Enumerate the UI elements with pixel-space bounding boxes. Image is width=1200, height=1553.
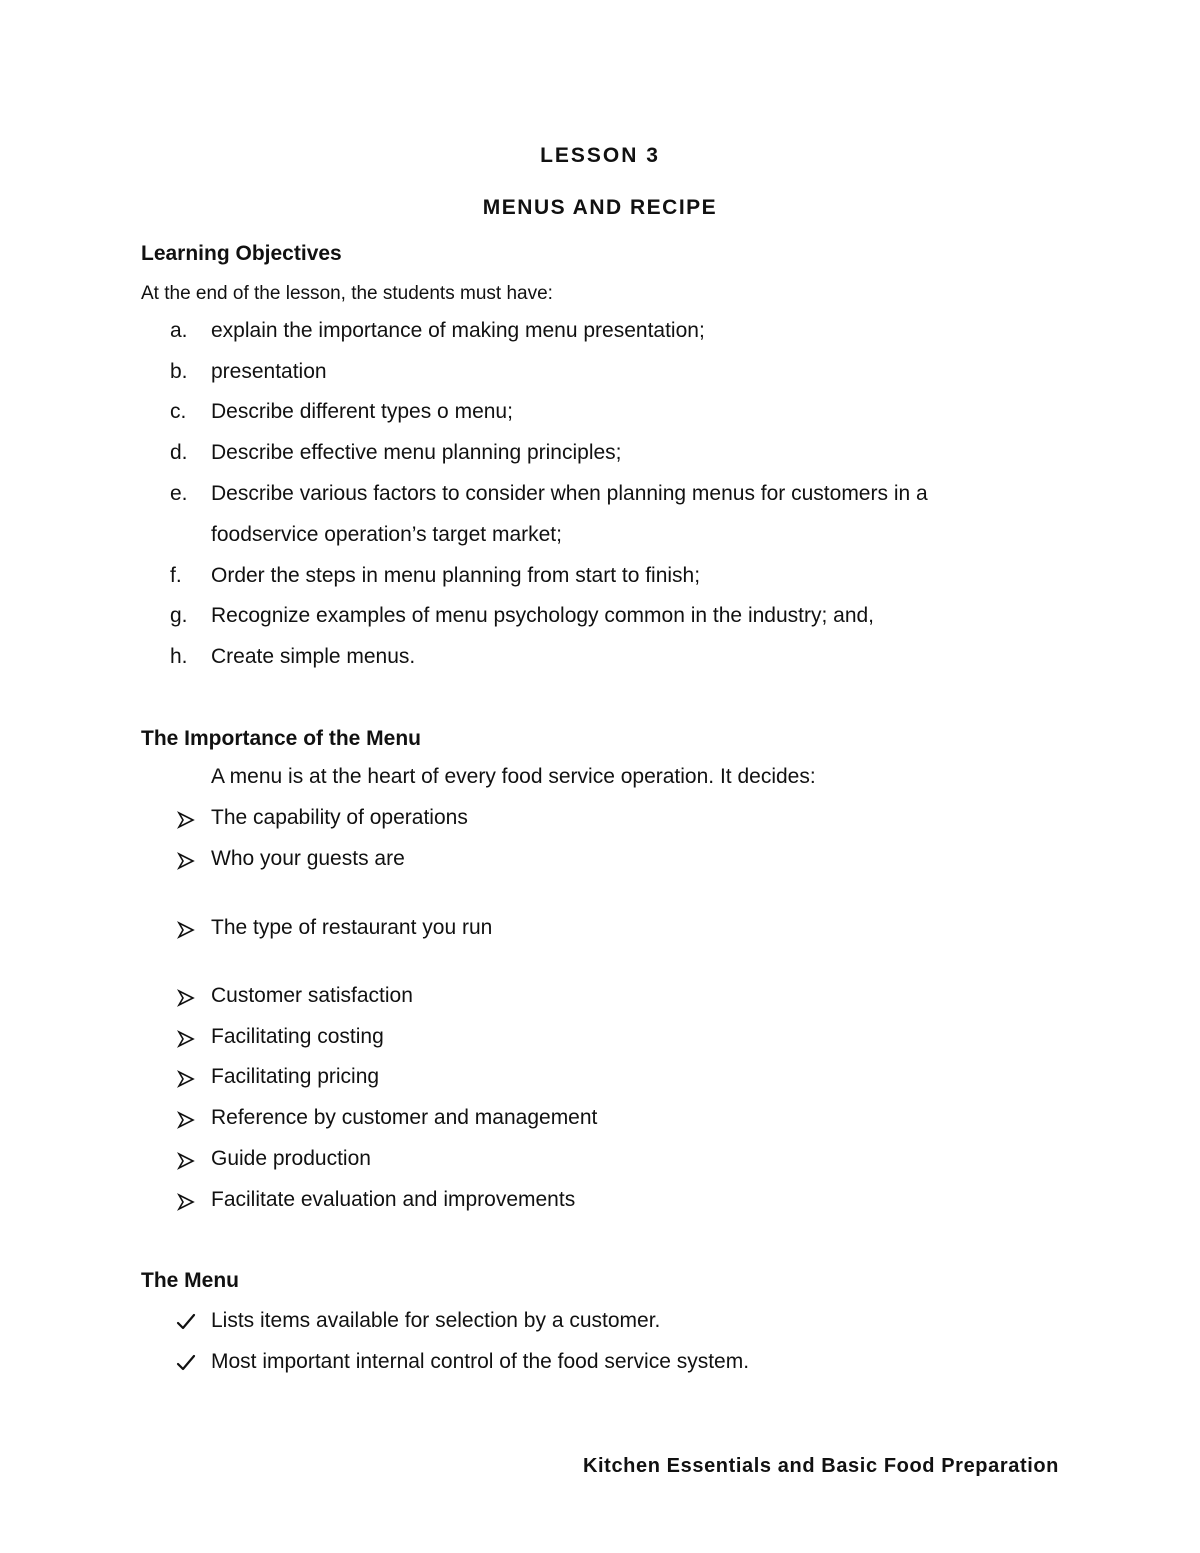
the-menu-heading: The Menu [141,1269,239,1292]
objective-marker: c. [170,400,187,423]
objective-text: Describe various factors to consider when planning menus for customers in a [211,482,928,505]
objective-marker: a. [170,319,188,342]
importance-item-text: The capability of operations [211,806,468,829]
importance-item-text: Facilitating pricing [211,1065,380,1088]
lesson-topic-title: MENUS AND RECIPE [482,196,718,219]
learning-objectives-heading: Learning Objectives [141,242,342,265]
objective-marker: b. [170,360,188,383]
importance-item-text: Who your guests are [211,847,405,870]
arrow-bullet-icon [176,1069,196,1089]
importance-item-text: Guide production [211,1147,371,1170]
arrow-bullet-icon [176,920,196,940]
objective-text: Order the steps in menu planning from start to finish; [211,564,701,587]
importance-item-text: Facilitating costing [211,1025,384,1048]
objectives-intro: At the end of the lesson, the students must have: [141,283,553,304]
menu-item-text: Lists items available for selection by a customer. [211,1309,661,1332]
arrow-bullet-icon [176,988,196,1008]
arrow-bullet-icon [176,1192,196,1212]
objective-marker: e. [170,482,188,505]
objective-text: explain the importance of making menu presentation; [211,319,705,342]
importance-item-text: Reference by customer and management [211,1106,598,1129]
importance-intro: A menu is at the heart of every food service operation. It decides: [211,765,816,788]
arrow-bullet-icon [176,1110,196,1130]
importance-heading: The Importance of the Menu [141,727,422,750]
objective-marker: h. [170,645,188,668]
page-footer: Kitchen Essentials and Basic Food Preparation [582,1455,1059,1477]
checkmark-icon [176,1312,196,1332]
arrow-bullet-icon [176,810,196,830]
objective-marker: f. [170,564,182,587]
lesson-number-title: LESSON 3 [540,144,660,167]
objective-text: Describe different types o menu; [211,400,513,423]
arrow-bullet-icon [176,1151,196,1171]
objective-marker: g. [170,604,188,627]
checkmark-icon [176,1353,196,1373]
importance-item-text: Customer satisfaction [211,984,413,1007]
objective-text: Create simple menus. [211,645,416,668]
objective-marker: d. [170,441,188,464]
arrow-bullet-icon [176,1029,196,1049]
importance-item-text: Facilitate evaluation and improvements [211,1188,576,1211]
importance-item-text: The type of restaurant you run [211,916,493,939]
objective-text: Describe effective menu planning principles; [211,441,622,464]
arrow-bullet-icon [176,851,196,871]
objective-text: presentation [211,360,327,383]
objective-text: Recognize examples of menu psychology common in the industry; and, [211,604,875,627]
objective-text: foodservice operation’s target market; [211,523,562,546]
menu-item-text: Most important internal control of the food service system. [211,1350,750,1373]
